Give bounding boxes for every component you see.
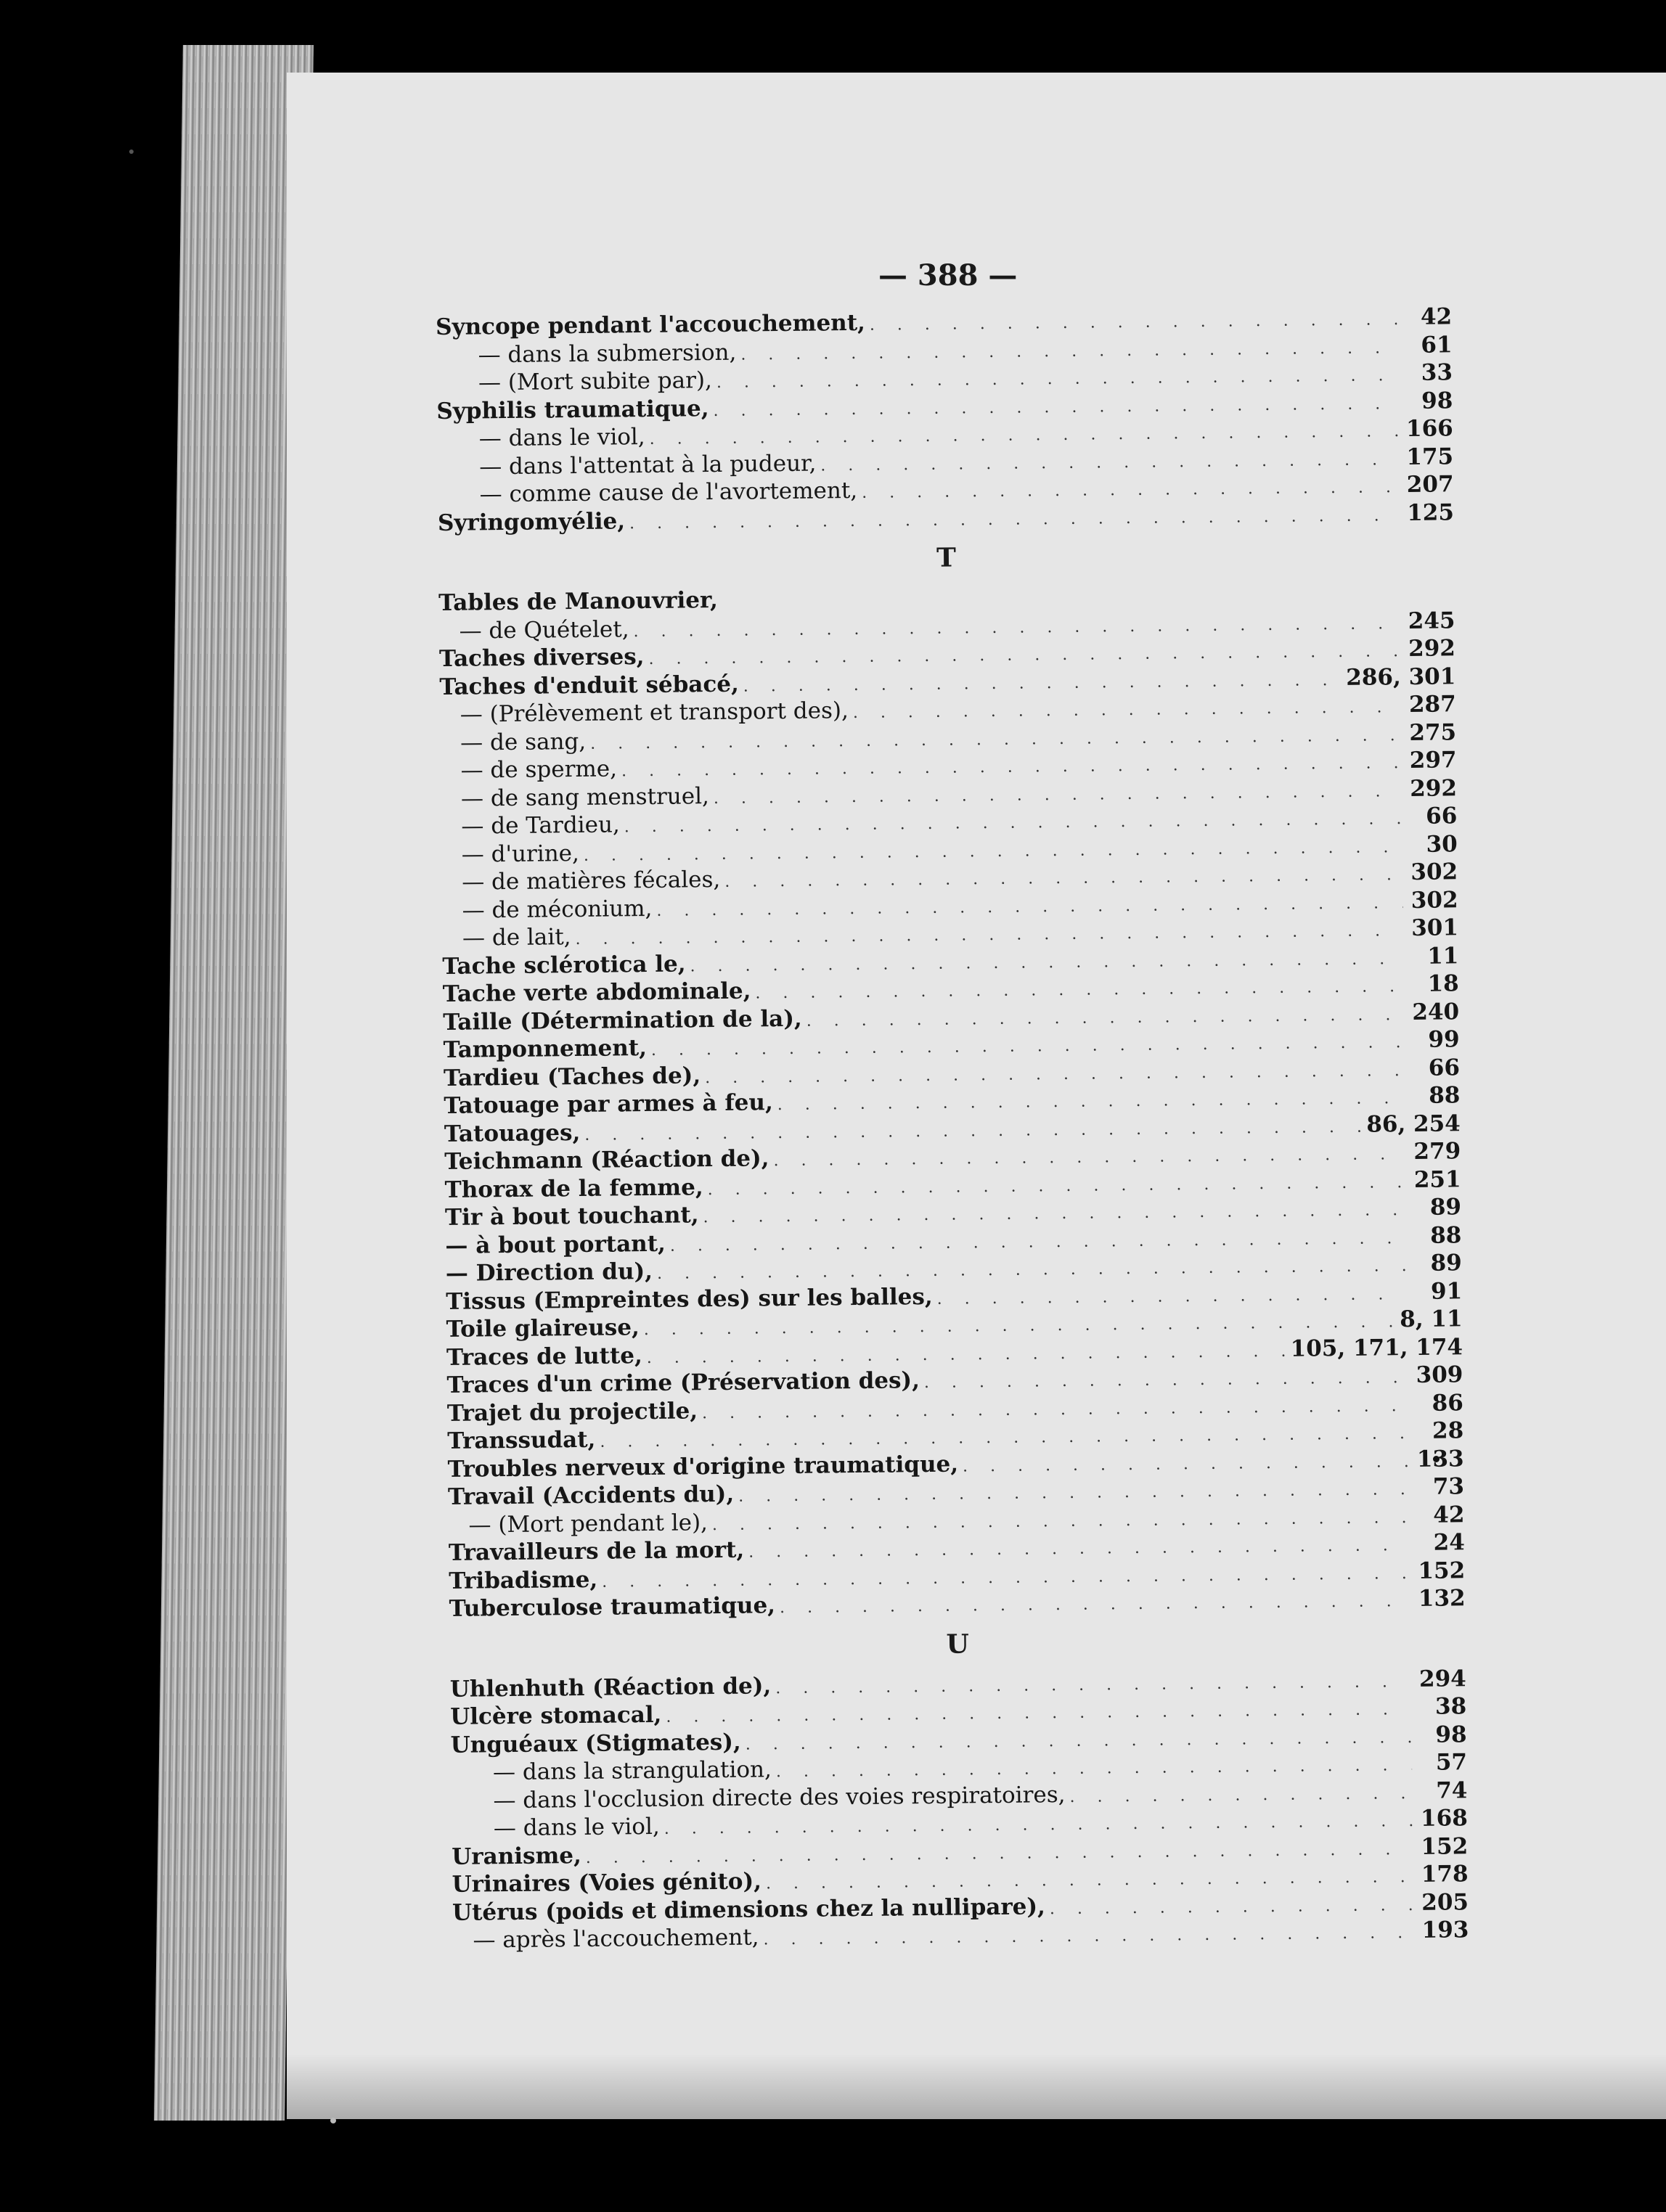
index-page-numbers: 89 (1429, 1194, 1462, 1221)
index-term: — de matières fécales, (462, 866, 721, 896)
index-page-numbers: 251 (1413, 1166, 1461, 1193)
index-page-numbers: 89 (1430, 1250, 1462, 1277)
index-page-numbers: 74 (1436, 1777, 1468, 1804)
index-term: Teichmann (Réaction de), (444, 1145, 769, 1175)
index-page-numbers: 88 (1430, 1221, 1462, 1249)
index-term: — dans la strangulation, (492, 1756, 772, 1786)
index-page-numbers: 245 (1408, 607, 1455, 634)
index-term: Tissus (Empreintes des) sur les balles, (446, 1283, 933, 1315)
index-page-numbers: 205 (1421, 1888, 1469, 1916)
index-term: Syncope pendant l'accouchement, (436, 309, 866, 340)
index-page-numbers: 24 (1433, 1529, 1465, 1556)
index-page-numbers: 18 (1427, 970, 1459, 997)
index-term: Tables de Manouvrier, (438, 586, 719, 616)
index-term: Uhlenhuth (Réaction de), (449, 1672, 772, 1703)
index-page-numbers: 86, 254 (1366, 1110, 1461, 1138)
dot-leader (1069, 1780, 1412, 1811)
index-term: — de méconium, (462, 895, 653, 924)
index-page-numbers: 287 (1408, 691, 1456, 718)
index-term: Travail (Accidents du), (447, 1480, 735, 1510)
index-page-numbers: 168 (1420, 1805, 1468, 1832)
index-page-numbers: 33 (1421, 359, 1453, 386)
index-term: — dans la submersion, (478, 339, 737, 368)
index-page-numbers: 152 (1418, 1557, 1466, 1584)
index-page-numbers: 294 (1418, 1665, 1466, 1692)
index-page-numbers: 91 (1430, 1277, 1463, 1305)
index-page-numbers: 98 (1421, 387, 1453, 414)
index-term: — de Quételet, (459, 615, 629, 644)
scan-speck (129, 149, 134, 154)
index-content (436, 303, 1469, 1954)
index-term: — après l'accouchement, (473, 1924, 759, 1954)
index-term: — dans le viol, (493, 1813, 660, 1842)
index-term: Thorax de la femme, (444, 1173, 703, 1203)
index-term: Syringomyélie, (437, 507, 626, 536)
index-term: Tir à bout touchant, (444, 1202, 699, 1231)
index-term: — Direction du), (445, 1258, 653, 1287)
index-term: Unguéaux (Stigmates), (450, 1729, 741, 1758)
index-page-numbers: 178 (1421, 1861, 1469, 1888)
index-term: — de sang, (460, 728, 587, 756)
index-page-numbers: 302 (1410, 886, 1458, 914)
index-page-numbers: 133 (1416, 1445, 1464, 1472)
index-term: Syphilis traumatique, (436, 395, 709, 425)
page-bottom-shadow (287, 2054, 1666, 2119)
index-term: Troubles nerveux d'origine traumatique, (447, 1451, 959, 1483)
index-term: — (Mort subite par), (478, 367, 713, 396)
index-section-t (438, 578, 1466, 1623)
index-term: Tuberculose traumatique, (449, 1592, 776, 1622)
index-term: — (Mort pendant le), (468, 1509, 709, 1539)
index-page-numbers: 105, 171, 174 (1290, 1333, 1463, 1362)
index-page-numbers: 240 (1412, 998, 1460, 1025)
index-page-numbers: 286, 301 (1346, 663, 1456, 691)
index-page-numbers: 302 (1410, 859, 1458, 885)
index-page-numbers: 73 (1432, 1473, 1465, 1500)
index-page-numbers: 309 (1416, 1361, 1463, 1388)
scan-speck (330, 2118, 336, 2123)
index-term: — comme cause de l'avortement, (479, 477, 858, 508)
index-term: Urinaires (Voies génito), (452, 1868, 762, 1898)
index-page-numbers: 61 (1421, 331, 1453, 359)
index-term: — dans le viol, (478, 423, 645, 452)
index-page-numbers: 38 (1434, 1693, 1467, 1720)
index-page-numbers: 207 (1406, 471, 1454, 499)
dot-leader (963, 1449, 1409, 1481)
index-term: — de sperme, (460, 755, 618, 784)
index-term: Traces d'un crime (Préservation des), (446, 1367, 920, 1398)
index-page-numbers: 193 (1421, 1917, 1469, 1943)
index-term: — de sang menstruel, (460, 782, 710, 812)
page-number: — 388 — (878, 258, 1018, 292)
index-page-numbers: 42 (1433, 1501, 1465, 1528)
index-term: Travailleurs de la mort, (448, 1536, 745, 1566)
dot-leader (936, 1281, 1407, 1314)
index-page-numbers: 57 (1435, 1749, 1468, 1776)
index-page-numbers: 66 (1428, 1054, 1461, 1081)
index-term: Tache sclérotica le, (442, 950, 686, 980)
index-term: Taches diverses, (438, 644, 645, 672)
section-letter-t: T (936, 542, 957, 573)
index-term: Taches d'enduit sébacé, (439, 671, 739, 700)
index-page-numbers: 166 (1405, 415, 1453, 443)
index-term: Tribadisme, (449, 1566, 598, 1594)
index-section-s (436, 303, 1454, 537)
index-section-u (450, 1665, 1469, 1955)
index-term: Toile glaireuse, (446, 1314, 640, 1343)
index-term: Trajet du projectile, (446, 1397, 698, 1427)
index-term: Taille (Détermination de la), (443, 1005, 802, 1036)
dot-leader (1050, 1892, 1414, 1924)
index-term: Tatouage par armes à feu, (444, 1089, 773, 1119)
index-term: — dans l'attentat à la pudeur, (479, 450, 817, 480)
index-page-numbers: 98 (1435, 1721, 1467, 1748)
index-term: Tardieu (Taches de), (443, 1062, 701, 1091)
index-term: — dans l'occlusion directe des voies respiratoires, (493, 1781, 1066, 1814)
index-page-numbers: 275 (1409, 718, 1457, 746)
index-term: Tamponnement, (443, 1035, 648, 1063)
index-page-numbers: 152 (1421, 1832, 1469, 1860)
index-page-numbers: 292 (1408, 635, 1456, 662)
index-term: — d'urine, (461, 840, 580, 868)
index-page-numbers: 175 (1406, 443, 1454, 470)
index-page-numbers: 42 (1420, 303, 1453, 330)
index-term: — de Tardieu, (461, 811, 620, 840)
index-page-numbers: 11 (1427, 942, 1459, 970)
index-page-numbers: 125 (1407, 499, 1455, 526)
index-page-numbers: 132 (1418, 1585, 1466, 1612)
index-page-numbers: 99 (1428, 1026, 1460, 1053)
section-letter-u: U (946, 1628, 970, 1660)
index-page-numbers: 292 (1410, 774, 1458, 802)
index-page-numbers: 301 (1411, 914, 1459, 941)
index-term: — de lait, (462, 924, 571, 951)
index-term: Tache verte abdominale, (442, 978, 751, 1007)
index-page-numbers: 8, 11 (1400, 1306, 1463, 1333)
index-page-numbers: 279 (1413, 1138, 1461, 1165)
index-term: Uranisme, (452, 1842, 581, 1870)
index-term: — (Prélèvement et transport des), (460, 697, 849, 728)
index-term: Ulcère stomacal, (450, 1701, 662, 1730)
index-term: Tatouages, (444, 1119, 581, 1147)
index-page-numbers: 28 (1432, 1417, 1464, 1444)
index-term: Traces de lutte, (446, 1342, 642, 1371)
index-page-numbers: 86 (1432, 1389, 1463, 1417)
index-page-numbers: 88 (1429, 1082, 1461, 1109)
index-page-numbers: 66 (1426, 803, 1458, 830)
index-term: Transsudat, (447, 1426, 596, 1454)
index-page-numbers: 297 (1409, 747, 1457, 774)
index-page-numbers: 30 (1426, 830, 1458, 858)
index-term: Utérus (poids et dimensions chez la nullipare), (452, 1893, 1046, 1926)
index-term: — à bout portant, (445, 1230, 666, 1259)
